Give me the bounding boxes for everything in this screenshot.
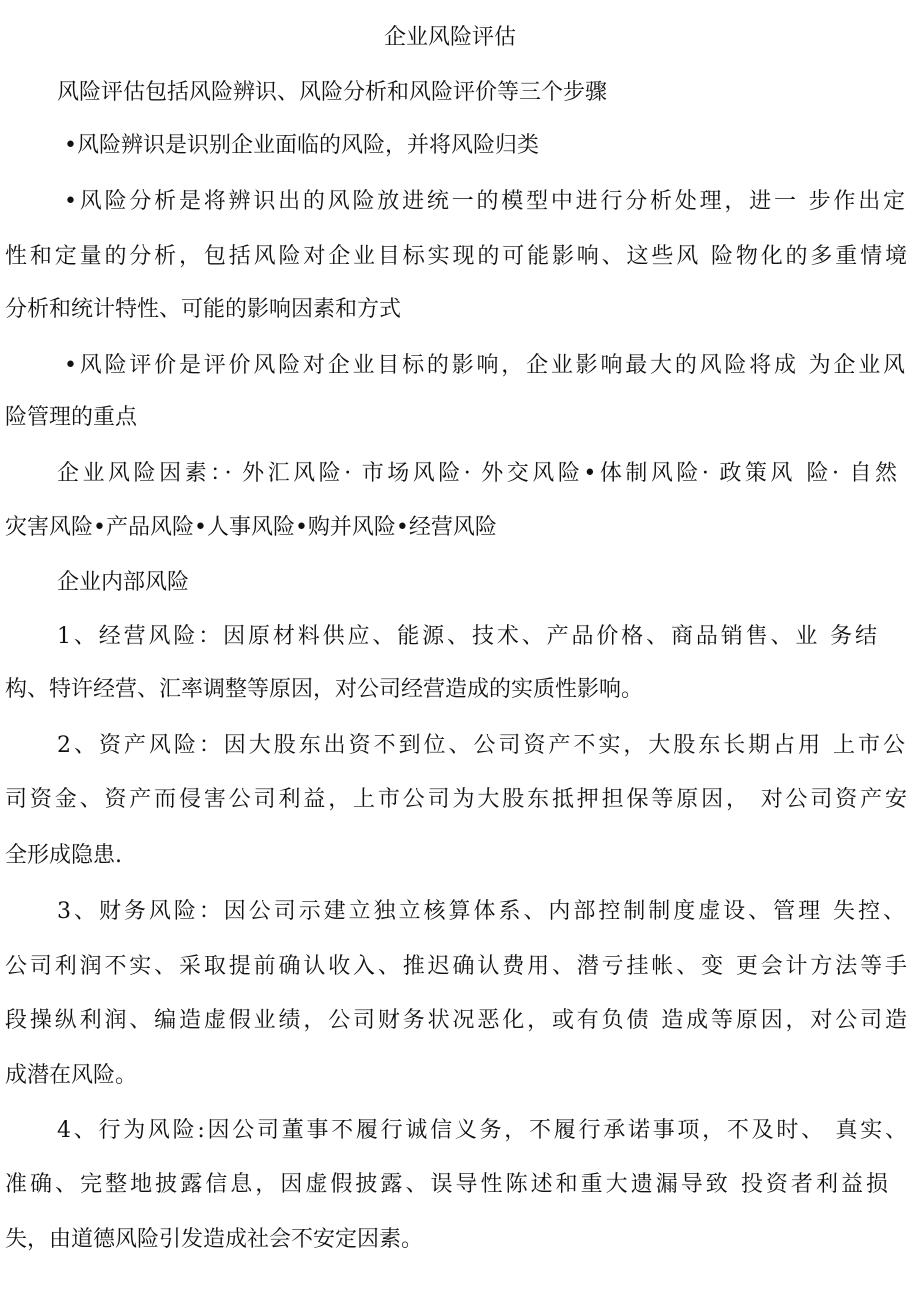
asset-risk-line1: 2、资产风险：因大股东出资不到位、公司资产不实，大股东长期占用 上市公	[57, 733, 905, 758]
internal-risk-heading: 企业内部风险	[57, 570, 190, 595]
risk-factors-line2: 灾害风险•产品风险•人事风险•购并风险•经营风险	[5, 515, 497, 540]
bullet-risk-analysis-line1: •风险分析是将辨识出的风险放进统一的模型中进行分析处理，进一 步作出定	[64, 189, 905, 214]
operating-risk-line1: 1、经营风险：因原材料供应、能源、技术、产品价格、商品销售、业 务结	[57, 624, 877, 649]
bullet-risk-analysis-line3: 分析和统计特性、可能的影响因素和方式	[5, 297, 402, 322]
document-title: 企业风险评估	[384, 25, 517, 50]
financial-risk-line3: 段操纵利润、编造虚假业绩，公司财务状况恶化，或有负债 造成等原因，对公司造	[5, 1008, 907, 1033]
financial-risk-line1: 3、财务风险：因公司示建立独立核算体系、内部控制制度虚设、管理 失控、	[57, 899, 905, 924]
financial-risk-line4: 成潜在风险。	[5, 1063, 138, 1088]
behavior-risk-line3: 失，由道德风险引发造成社会不安定因素。	[5, 1227, 424, 1252]
paragraph-intro: 风险评估包括风险辨识、风险分析和风险评价等三个步骤	[57, 80, 608, 105]
behavior-risk-line2: 准确、完整地披露信息，因虚假披露、误导性陈述和重大遗漏导致 投资者利益损	[5, 1172, 888, 1197]
financial-risk-line2: 公司利润不实、采取提前确认收入、推迟确认费用、潜亏挂帐、变 更会计方法等手	[5, 954, 907, 979]
bullet-risk-identification: •风险辨识是识别企业面临的风险，并将风险归类	[64, 133, 539, 158]
bullet-risk-evaluation-line2: 险管理的重点	[5, 405, 138, 430]
bullet-risk-analysis-line2: 性和定量的分析，包括风险对企业目标实现的可能影响、这些风 险物化的多重情境	[5, 244, 907, 269]
bullet-risk-evaluation-line1: •风险评价是评价风险对企业目标的影响，企业影响最大的风险将成 为企业风	[64, 353, 905, 378]
operating-risk-line2: 构、特许经营、汇率调整等原因，对公司经营造成的实质性影响。	[5, 677, 644, 702]
asset-risk-line2: 司资金、资产而侵害公司利益，上市公司为大股东抵押担保等原因， 对公司资产安	[5, 787, 907, 812]
asset-risk-line3: 全形成隐患.	[5, 843, 122, 868]
behavior-risk-line1: 4、行为风险:因公司董事不履行诚信义务，不履行承诺事项，不及时、 真实、	[57, 1118, 907, 1143]
risk-factors-line1: 企业风险因素：· 外汇风险· 市场风险· 外交风险•体制风险· 政策风 险· 自然	[57, 461, 897, 486]
